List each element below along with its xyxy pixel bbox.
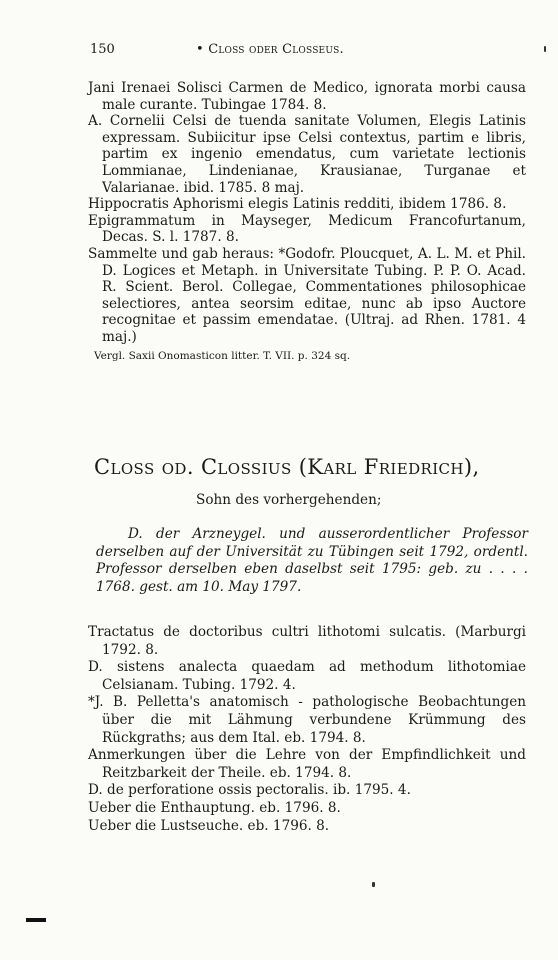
biography-paragraph: D. der Arzneygel. und ausserordentlicher Professor derselben auf der Universität zu Tübingen seit 1792, ordentl. Professor derselben eben daselbst seit 1795: geb. zu . . . . 1768. gest. am 10. May 1797. <box>96 526 528 595</box>
bibliography-entry: Jani Irenaei Solisci Carmen de Medico, ignorata morbi causa male curante. Tubingae 1784. 8. <box>88 80 526 113</box>
bibliography-entry: Sammelte und gab heraus: *Godofr. Ploucquet, A. L. M. et Phil. D. Logices et Metaph. in Universitate Tubing. P. P. O. Acad. R. Scient. Berol. Collegae, Commentationes philosophicae selectiores, antea seorsim editae, nunc ab ipso Auctore recognitae et passim emendatae. (Ultraj. ad Rhen. 1781. 4 maj.) <box>88 245 526 345</box>
scan-edge-mark <box>26 918 46 922</box>
section-title: Closs od. Clossius (Karl Friedrich), <box>94 455 480 479</box>
bibliography-entry: *J. B. Pelletta's anatomisch - pathologische Beobachtungen über die mit Lähmung verbundene Krümmung des Rückgraths; aus dem Ital. eb. 1794. 8. <box>88 694 526 746</box>
page-header <box>90 42 518 62</box>
ink-speck <box>372 882 375 887</box>
bibliography-entry: Ueber die Enthauptung. eb. 1796. 8. <box>88 799 341 816</box>
bibliography-entry: Anmerkungen über die Lehre von der Empfindlichkeit und Reitzbarkeit der Theile. eb. 1794. 8. <box>88 747 526 781</box>
bibliography-entry: Tractatus de doctoribus cultri lithotomi sulcatis. (Marburgi 1792. 8. <box>88 624 526 658</box>
bibliography-entry: D. de perforatione ossis pectoralis. ib. 1795. 4. <box>88 782 411 799</box>
bibliography-list-top <box>88 80 526 362</box>
bibliography-entry: Ueber die Lustseuche. eb. 1796. 8. <box>88 817 330 834</box>
running-head: • Closs oder Closseus. <box>196 42 344 57</box>
bibliography-entry: A. Cornelii Celsi de tuenda sanitate Volumen, Elegis Latinis expressam. Subiicitur ipse Celsi contextus, partim e libris, partim ex ingenio emendatus, cum varietate lectionis Lommianae, Lindenianae, Krausianae, Turganae et Valarianae. ibid. 1785. 8 maj. <box>88 113 526 196</box>
section-subtitle: Sohn des vorhergehenden; <box>196 492 382 508</box>
ink-speck <box>544 46 546 52</box>
page-number: 150 <box>90 42 115 57</box>
bibliography-entry: D. sistens analecta quaedam ad methodum lithotomiae Celsianam. Tubing. 1792. 4. <box>88 659 526 693</box>
bibliography-entry: Epigrammatum in Mayseger, Medicum Francofurtanum, Decas. S. l. 1787. 8. <box>88 212 526 246</box>
bibliography-entry: Hippocratis Aphorismi elegis Latinis redditi, ibidem 1786. 8. <box>88 196 507 213</box>
bibliography-list-bottom <box>88 624 526 835</box>
reference-note: Vergl. Saxii Onomasticon litter. T. VII. p. 324 sq. <box>94 349 351 362</box>
